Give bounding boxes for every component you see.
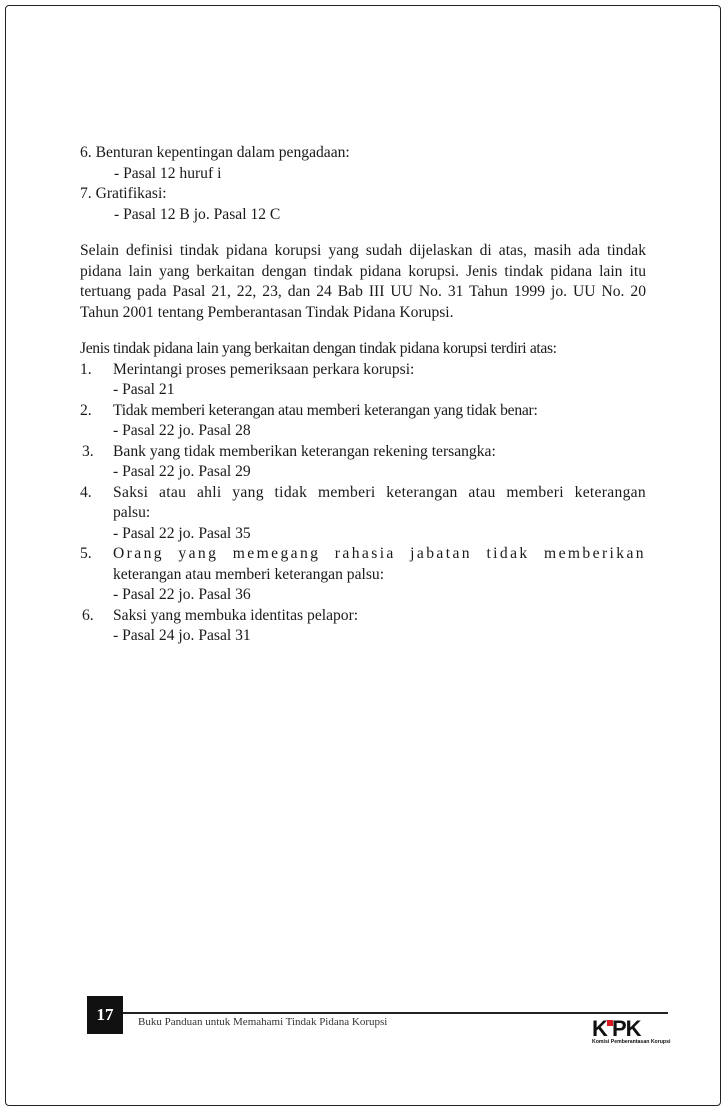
list-item	[80, 544, 646, 606]
list-item-text: Merintangi proses pemeriksaan perkara korupsi:	[113, 360, 415, 378]
list-item-text: Bank yang tidak memberikan keterangan rekening tersangka:	[113, 442, 496, 460]
list-number: 5.	[80, 545, 92, 562]
footer-rule	[123, 1012, 668, 1014]
logo-caption: Komisi Pemberantasan Korupsi	[592, 1039, 671, 1045]
list-number: 2.	[80, 401, 92, 419]
kpk-logo	[592, 1016, 672, 1046]
list-number: 1.	[80, 360, 92, 378]
kpk-logo-mark	[592, 1016, 672, 1038]
list-item-ref: - Pasal 22 jo. Pasal 29	[113, 463, 251, 480]
list-item-text: Saksi yang membuka identitas pelapor:	[113, 606, 359, 624]
list-item-text: Tidak memberi keterangan atau memberi keterangan yang tidak benar:	[113, 401, 538, 419]
list-item-text: keterangan atau memberi keterangan palsu:	[113, 565, 385, 583]
list-intro: Jenis tindak pidana lain yang berkaitan dengan tindak pidana korupsi terdiri atas:	[80, 340, 557, 357]
list-item-ref: - Pasal 22 jo. Pasal 36	[113, 586, 251, 603]
list-item	[80, 606, 646, 647]
list-item-ref: - Pasal 22 jo. Pasal 35	[113, 524, 251, 542]
list-number: 6.	[82, 606, 94, 624]
list-item-text: palsu:	[113, 504, 151, 521]
list-number: 3.	[82, 442, 94, 460]
page-number: 17	[87, 996, 123, 1034]
list-item-ref: - Pasal 22 jo. Pasal 28	[113, 422, 251, 439]
list-item-ref: - Pasal 12 huruf i	[114, 164, 222, 182]
list-item-text: Orang yang memegang rahasia jabatan tidak memberikan	[113, 545, 646, 562]
list-item	[80, 483, 646, 545]
paragraph: Selain definisi tindak pidana korupsi yang sudah dijelaskan di atas, masih ada tindak pidana lain yang berkaitan dengan tindak pidana korupsi. Jenis tindak pidana lain itu tertuang pada Pasal 21, 22, 23, dan 24 Bab III UU No. 31 Tahun 1999 jo. UU No. 20 Tahun 2001 tentang Pemberantasan Tindak Pidana Korupsi.	[80, 242, 646, 321]
list-item-label: 7. Gratifikasi:	[80, 185, 167, 202]
list-item	[80, 442, 646, 483]
list-item	[80, 401, 646, 442]
book-title: Buku Panduan untuk Memahami Tindak Pidana Korupsi	[138, 1016, 388, 1028]
svg-text:PK: PK	[612, 1016, 641, 1038]
list-item-ref: - Pasal 24 jo. Pasal 31	[113, 627, 251, 644]
list-item	[80, 360, 646, 401]
list-item-ref: - Pasal 21	[113, 381, 175, 398]
list-item-ref: - Pasal 12 B jo. Pasal 12 C	[114, 205, 281, 223]
list-number: 4.	[80, 483, 92, 501]
svg-text:K: K	[592, 1016, 607, 1038]
page-content	[80, 143, 646, 647]
list-item-text: Saksi atau ahli yang tidak memberi keterangan atau memberi keterangan	[113, 483, 646, 501]
list-item-label: 6. Benturan kepentingan dalam pengadaan:	[80, 144, 350, 161]
